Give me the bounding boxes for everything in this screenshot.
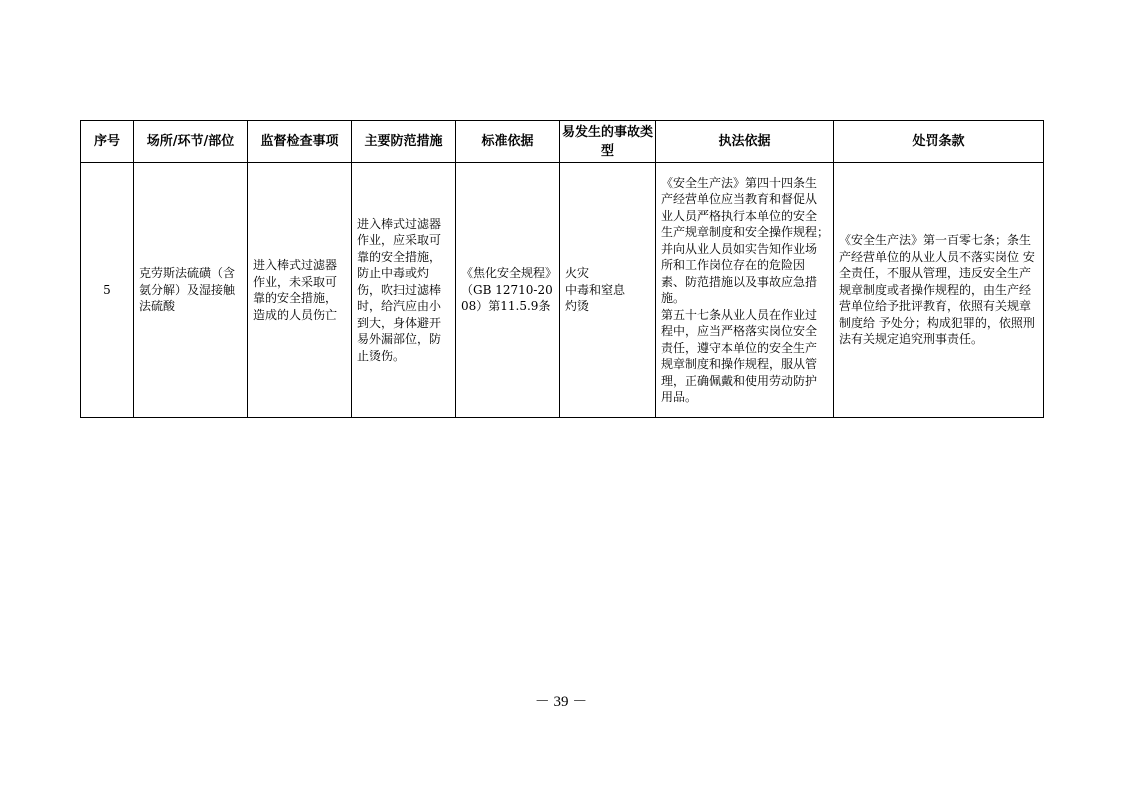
table-row — [81, 163, 1044, 418]
cell-index: 5 — [81, 163, 134, 418]
header-accident-type: 易发生的事故类型 — [560, 121, 656, 163]
cell-law-basis: 《安全生产法》第四十四条生产经营单位应当教育和督促从业人员严格执行本单位的安全生产规章制度和安全操作规程； 并向从业人员如实告知作业场所和工作岗位存在的危险因素、防范措施以及事故应急措施。 第五十七条从业人员在作业过程中，应当严格落实岗位安全责任，遵守本单位的安全生产规章制度和操作规程，服从管理，正确佩戴和使用劳动防护用品。 — [656, 163, 834, 418]
regulation-table — [80, 120, 1044, 418]
header-prevention-measures: 主要防范措施 — [352, 121, 456, 163]
header-law-basis: 执法依据 — [656, 121, 834, 163]
cell-inspection-item: 进入棒式过滤器作业，未采取可靠的安全措施，造成的人员伤亡 — [248, 163, 352, 418]
page-number: － 39 － — [534, 694, 588, 710]
cell-prevention-measures: 进入棒式过滤器作业，应采取可靠的安全措施，防止中毒或灼伤，吹扫过滤棒时，给汽应由小到大，身体避开易外漏部位，防止烫伤。 — [352, 163, 456, 418]
header-location: 场所/环节/部位 — [134, 121, 248, 163]
header-index: 序号 — [81, 121, 134, 163]
header-inspection-item: 监督检查事项 — [248, 121, 352, 163]
table-header-row — [81, 121, 1044, 163]
cell-location: 克劳斯法硫磺（含氨分解）及湿接触法硫酸 — [134, 163, 248, 418]
header-standard-basis: 标准依据 — [456, 121, 560, 163]
cell-accident-type: 火灾 中毒和窒息 灼烫 — [560, 163, 656, 418]
header-penalty-clause: 处罚条款 — [834, 121, 1044, 163]
cell-penalty-clause: 《安全生产法》第一百零七条；条生产经营单位的从业人员不落实岗位 安全责任，不服从管理，违反安全生产规章制度或者操作规程的，由生产经营单位给予批评教育，依照有关规章制度给 予处分；构成犯罪的，依照刑法有关规定追究刑事责任。 — [834, 163, 1044, 418]
cell-standard-basis: 《焦化安全规程》（GB 12710-2008）第11.5.9条 — [456, 163, 560, 418]
